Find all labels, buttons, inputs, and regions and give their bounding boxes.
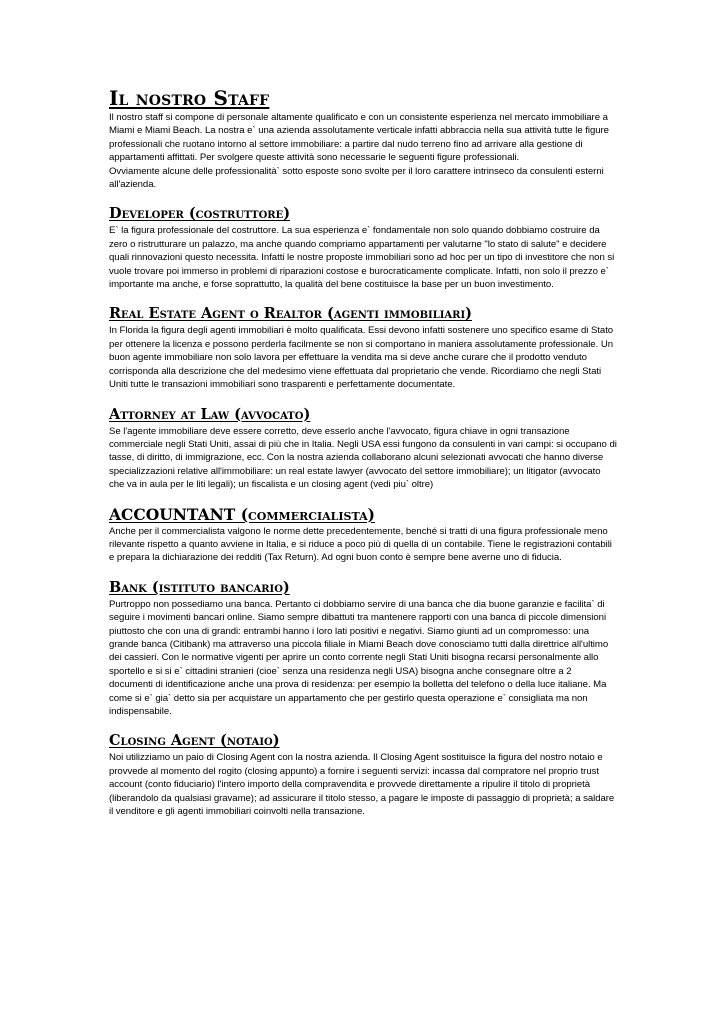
document-page bbox=[109, 86, 617, 818]
section-text-realtor: In Florida la figura degli agenti immobiliari è molto qualificata. Essi devono infatti sostenere uno specifico esame di Stato per ottenere la licenza e possono perderla facilmente se non si comportano in maniera assolutamente professionale. Un buon agente immobiliare non solo lavora per effettuare la vendita ma si deve anche curare che il prodotto venduto corrisponda alla descrizione che del medesimo viene effettuata dal proprietario che vende. Ricordiamo che negli Stati Uniti tutte le transazioni immobiliari sono trasparenti e perfettamente documentate. bbox=[109, 325, 614, 391]
intro-paragraph: Il nostro staff si compone di personale altamente qualificato e con un consistente esperienza nel mercato immobiliare a Miami e Miami Beach. La nostra e` una azienda assolutamente verticale infatti abbraccia nella sua attività tutte le figure professionali che ruotano intorno al settore immobiliare: a partire dal nudo terreno fino ad arrivare alla gestione di appartamenti affittati. Per svolgere queste attività sono necessarie le seguenti figure professionali. bbox=[109, 112, 609, 164]
section-heading-accountant: ACCOUNTANT (commercialista) bbox=[109, 504, 375, 524]
section-heading-bank: Bank (istituto bancario) bbox=[109, 578, 290, 596]
page-title: Il nostro Staff bbox=[109, 86, 270, 110]
section-text-developer: E` la figura professionale del costruttore. La sua esperienza e` fondamentale non solo quando dobbiamo costruire da zero o ristrutturare un palazzo, ma anche quando compriamo appartamenti per valutarne "lo stato di salute" e decidere quali rinnovazioni questo necessita. Infatti le nostre proposte immobiliari sono ad hoc per un tipo di investitore che non si vuole trovare poi immerso in problemi di riparazioni costose e burocraticamente complicate. Infatti, non solo il prezzo e` importante ma anche, e forse soprattutto, la qualità del bene costituisce la base per un buon investimento. bbox=[109, 225, 615, 291]
section-heading-attorney: Attorney at Law (avvocato) bbox=[109, 405, 311, 423]
section-heading-closing-agent: Closing Agent (notaio) bbox=[109, 732, 280, 750]
section-heading-realtor: Real Estate Agent o Realtor (agenti immobiliari) bbox=[109, 305, 473, 323]
section-heading-developer: Developer (costruttore) bbox=[109, 205, 291, 223]
section-text-bank: Purtroppo non possediamo una banca. Pertanto ci dobbiamo servire di una banca che dia buone garanzie e facilita` di seguire i movimenti bancari online. Siamo sempre dibattuti tra mantenere rapporti con una banca di piccole dimensioni piuttosto che con una di grandi: entrambi hanno i loro lati positivi e negativi. Siamo giunti ad un compromesso: una grande banca (Citibank) ma attraverso una piccola filiale in Miami Beach dove conosciamo tutti dalla direttrice all'ultimo dei cassieri. Con le normative vigenti per aprire un conto corrente negli Stati Uniti bisogna recarsi personalmente allo sportello e si si e` cittadini stranieri (cioe` senza una residenza negli USA) bisogna anche consegnare oltre a 2 documenti di identificazione anche una prova di residenza: per esempio la bolletta del telefono o della luce italiane. Ma come si e` gia` detto sia per acquistare un appartamento che per gestirlo questa operazione e` consigliata ma non indispensabile. bbox=[109, 598, 609, 717]
intro-paragraph-note: Ovviamente alcune delle professionalità` sotto esposte sono svolte per il loro carattere intrinseco da consulenti esterni all'azienda. bbox=[109, 165, 604, 191]
section-text-closing-agent: Noi utilizziamo un paio di Closing Agent con la nostra azienda. Il Closing Agent sostituisce la figura del nostro notaio e provvede al momento del rogito (closing appunto) a fornire i seguenti servizi: incassa dal compratore nel proprio trust account (conto fiduciario) l'intero importo della compravendita e provvede direttamente a ripulire il titolo di proprietà (liberandolo da qualsiasi gravame); ad assicurare il titolo stesso, a pagare le imposte di passaggio di proprietà; a saldare il venditore e gli agenti immobiliari coinvolti nella transazione. bbox=[109, 752, 615, 818]
section-text-accountant: Anche per il commercialista valgono le norme dette precedentemente, benché si tratti di una figura professionale meno rilevante rispetto a quanto avviene in Italia, e si riduce a poco più di quella di un contabile. Tiene le registrazioni contabili e prepara la dichiarazione dei redditi (Tax Return). Ad ogni buon conto è sempre bene averne uno di fiducia. bbox=[109, 525, 612, 564]
section-text-attorney: Se l'agente immobiliare deve essere corretto, deve esserlo anche l'avvocato, figura chiave in ogni transazione commerciale negli Stati Uniti, assai di più che in Italia. Negli USA essi fungono da consulenti in vari campi: si occupano di tasse, di diritto, di immigrazione, ecc. Con la nostra azienda collaborano alcuni selezionati avvocati che hanno diverse specializzazioni relative all'immobiliare: un real estate lawyer (avvocato del settore immobiliare); un litigator (avvocato che va in aula per le liti legali); un fiscalista e un closing agent (vedi piu` oltre) bbox=[109, 425, 617, 491]
